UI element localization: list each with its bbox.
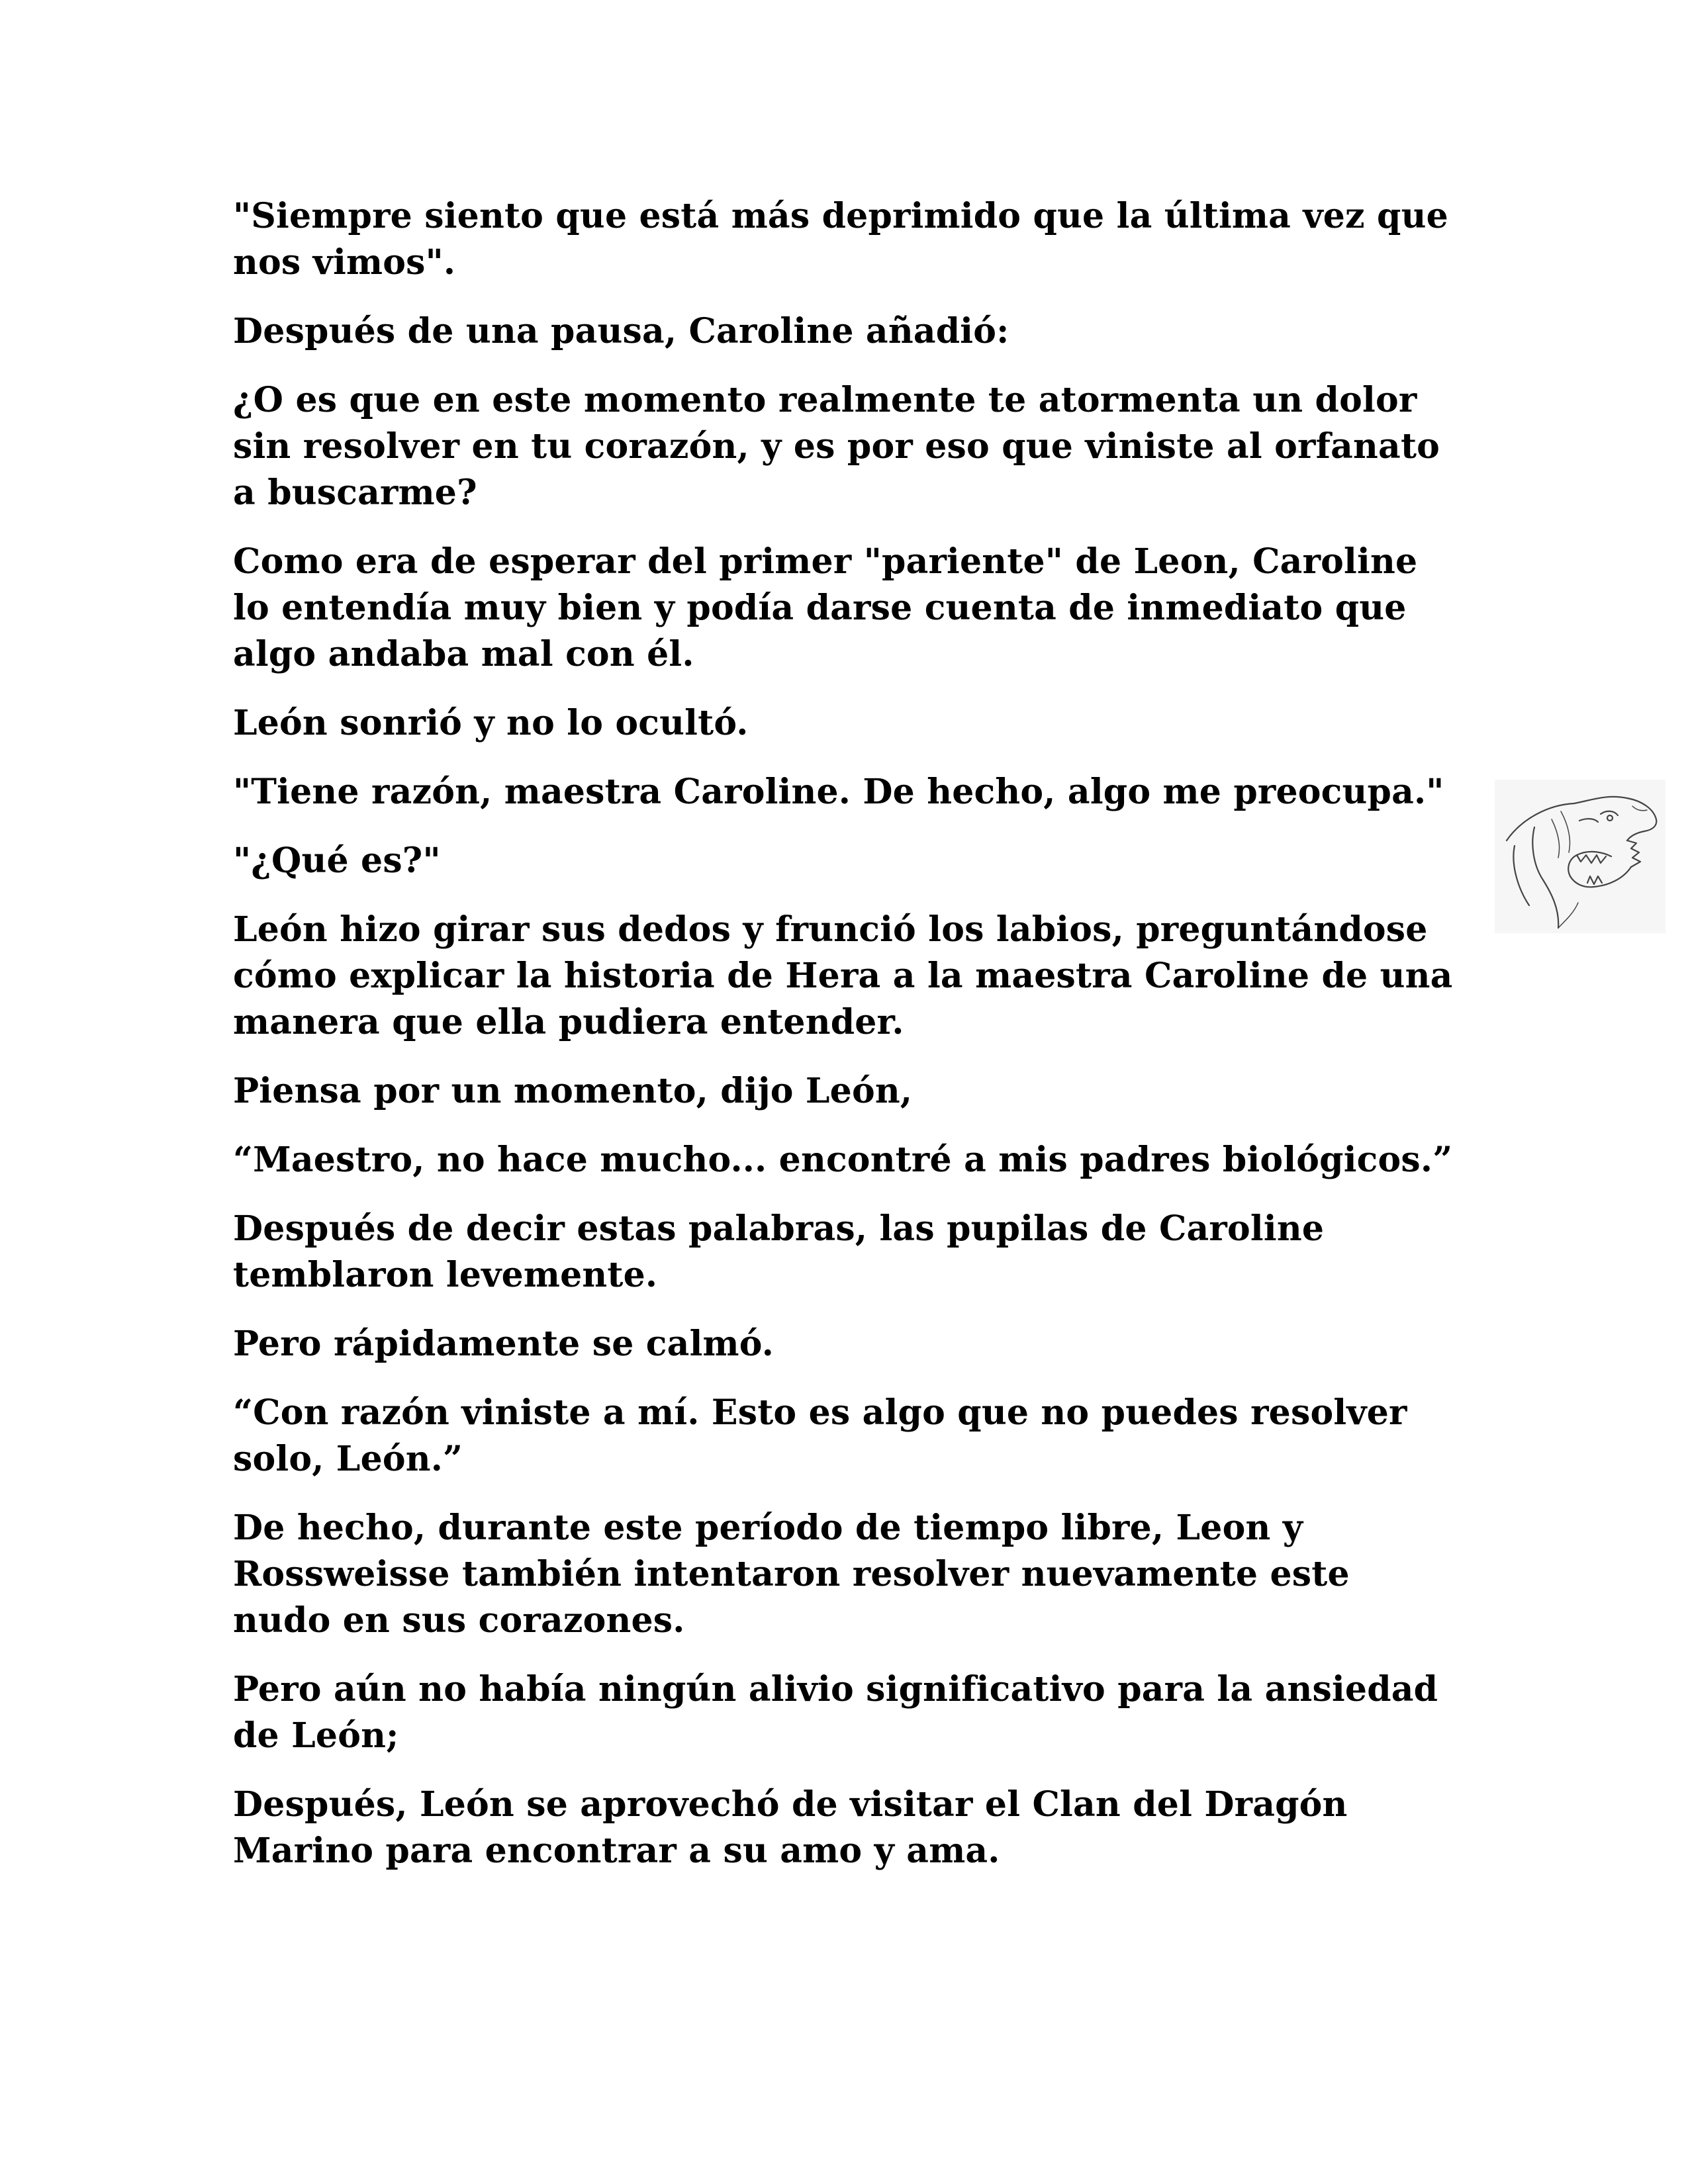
paragraph: Pero rápidamente se calmó. xyxy=(233,1324,774,1364)
paragraph: León sonrió y no lo ocultó. xyxy=(233,703,749,743)
paragraph: León hizo girar sus dedos y frunció los labios, preguntándose cómo explicar la historia de Hera a la maestra Caroline de una manera que ella pudiera entender. xyxy=(233,909,1453,1042)
paragraph: Después de una pausa, Caroline añadió: xyxy=(233,311,1009,351)
text-column xyxy=(233,193,1464,1897)
paragraph: ¿O es que en este momento realmente te atormenta un dolor sin resolver en tu corazón, y es por eso que viniste al orfanato a buscarme? xyxy=(233,380,1440,513)
paragraph: Como era de esperar del primer "pariente" de Leon, Caroline lo entendía muy bien y podía darse cuenta de inmediato que algo andaba mal con él. xyxy=(233,541,1418,674)
paragraph: Después de decir estas palabras, las pupilas de Caroline temblaron levemente. xyxy=(233,1208,1325,1295)
paragraph: "¿Qué es?" xyxy=(233,841,441,881)
paragraph: "Tiene razón, maestra Caroline. De hecho, algo me preocupa." xyxy=(233,772,1444,812)
paragraph: “Maestro, no hace mucho... encontré a mis padres biológicos.” xyxy=(233,1140,1453,1180)
dinosaur-sketch-icon xyxy=(1495,780,1665,933)
paragraph: De hecho, durante este período de tiempo libre, Leon y Rossweisse también intentaron resolver nuevamente este nudo en sus corazones. xyxy=(233,1508,1350,1641)
paragraph: Pero aún no había ningún alivio significativo para la ansiedad de León; xyxy=(233,1669,1438,1756)
paragraph: Piensa por un momento, dijo León, xyxy=(233,1071,913,1111)
paragraph: "Siempre siento que está más deprimido que la última vez que nos vimos". xyxy=(233,196,1448,283)
paragraph: Después, León se aprovechó de visitar el Clan del Dragón Marino para encontrar a su amo y ama. xyxy=(233,1784,1348,1871)
paragraph: “Con razón viniste a mí. Esto es algo que no puedes resolver solo, León.” xyxy=(233,1392,1407,1479)
